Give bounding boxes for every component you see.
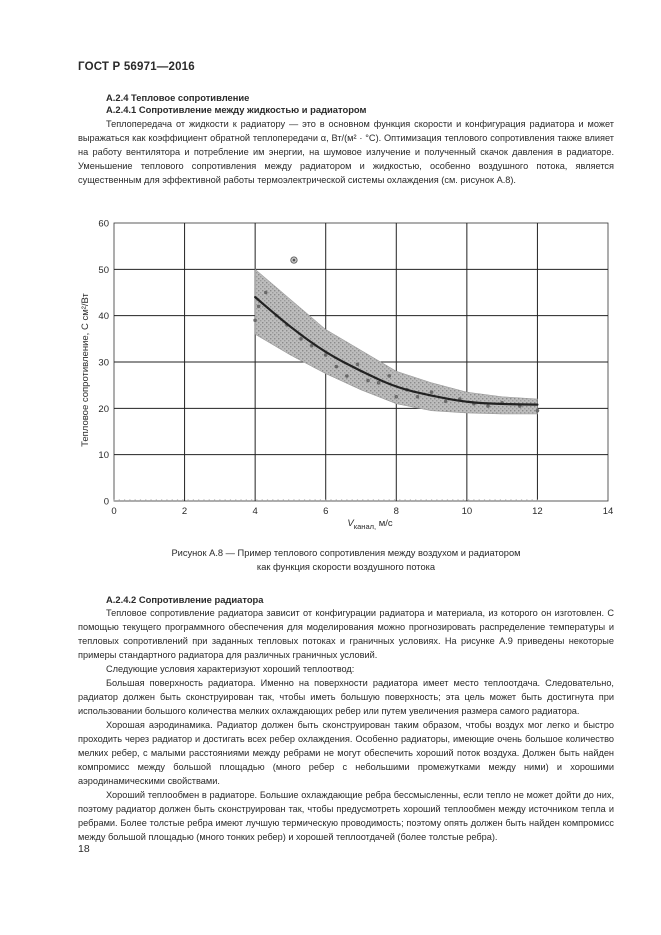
paragraph-conditions: Следующие условия характеризуют хороший теплоотвод: <box>106 664 355 674</box>
heading-a242: А.2.4.2 Сопротивление радиатора <box>106 594 264 605</box>
baseline-point <box>494 500 495 502</box>
outlier-point-core <box>293 259 296 262</box>
baseline-point <box>516 500 517 502</box>
baseline-point <box>193 500 194 502</box>
baseline-point <box>177 500 178 502</box>
x-tick-label: 14 <box>602 506 614 517</box>
baseline-point <box>277 500 278 502</box>
baseline-point <box>150 500 151 502</box>
paragraph-aerodynamics: Хорошая аэродинамика. Радиатор должен быть сконструирован таким образом, чтобы воздух мог легко и быстро проходить через радиатор и достигать всех ребер охлаждения. Особенно радиаторы, имеющие очень большое количество мелких ребер, с малыми расстояниями между ребрами не могут обеспечить хороший поток воздуха. Должен быть найден компромисс между большой площадью (много ребер с небольшими промежутками между ними) и хорошими аэродинамическими свойствами. <box>78 720 614 786</box>
baseline-point <box>124 500 125 502</box>
baseline-point <box>431 500 432 502</box>
data-point <box>394 395 398 399</box>
baseline-point <box>299 500 300 502</box>
baseline-point <box>362 500 363 502</box>
baseline-point <box>457 500 458 502</box>
baseline-point <box>309 500 310 502</box>
data-point <box>264 291 268 295</box>
baseline-point <box>188 500 189 502</box>
data-point <box>257 305 261 309</box>
x-tick-label: 2 <box>181 506 188 517</box>
baseline-point <box>156 500 157 502</box>
y-tick-label: 60 <box>98 218 109 230</box>
baseline-point <box>119 500 120 502</box>
subsection-heading <box>106 104 366 115</box>
x-axis-label-sub: канал, <box>353 522 377 531</box>
baseline-point <box>420 500 421 502</box>
baseline-point <box>140 500 141 502</box>
paragraph-heat-exchange: Хороший теплообмен в радиаторе. Большие охлаждающие ребра бессмысленны, если тепло не может дойти до них, поэтому радиатор должен быть сконструирован так, чтобы предусмотреть хороший теплообмен между источником тепла и ребрами. Более толстые ребра имеют лучшую термическую проводимость; поэтому опять должен быть найден компромисс между большой площадью (много тонких ребер) и хорошей теплоотдачей (более толстые ребра). <box>78 790 614 842</box>
y-tick-label: 10 <box>98 450 109 462</box>
baseline-point <box>352 500 353 502</box>
baseline-point <box>415 500 416 502</box>
baseline-point <box>341 500 342 502</box>
baseline-point <box>272 500 273 502</box>
baseline-point <box>436 500 437 502</box>
baseline-point <box>198 500 199 502</box>
y-tick-label: 0 <box>103 496 109 508</box>
data-point <box>416 395 420 399</box>
section-heading <box>106 92 249 103</box>
baseline-point <box>484 500 485 502</box>
baseline-point <box>293 500 294 502</box>
baseline-point <box>129 500 130 502</box>
baseline-point <box>203 500 204 502</box>
y-tick-label: 40 <box>98 311 109 323</box>
baseline-point <box>479 500 480 502</box>
baseline-point <box>256 500 257 502</box>
baseline-point <box>235 500 236 502</box>
x-axis-label-unit: м/с <box>376 518 393 529</box>
baseline-point <box>320 500 321 502</box>
paragraph-heat-transfer: Теплопередача от жидкости к радиатору — это в основном функция скорости и конфигурация радиатора и может выражаться как коэффициент обратной теплопередачи α, Вт/(м² · °С). Оптимизация теплового сопротивления также влияет на работу вентилятора и потребление им энергии, на шумовое излучение и полученный скачок давления в радиаторе. Уменьшение теплового сопротивления между радиатором и жидкостью, особенно воздушного потока, является существенным для эффективной работы термоэлектрической системы охлаждения (см. рисунок А.8). <box>78 119 614 185</box>
baseline-point <box>240 500 241 502</box>
heading-a24: А.2.4 Тепловое сопротивление <box>106 92 250 103</box>
baseline-point <box>145 500 146 502</box>
baseline-point <box>399 500 400 502</box>
baseline-point <box>447 500 448 502</box>
baseline-point <box>473 500 474 502</box>
y-tick-label: 20 <box>98 403 109 415</box>
data-point <box>486 404 490 408</box>
x-tick-label: 8 <box>393 506 399 517</box>
standard-number: ГОСТ Р 56971—2016 <box>78 61 195 73</box>
y-tick-label: 50 <box>98 264 109 276</box>
section-body <box>78 606 614 844</box>
baseline-point <box>346 500 347 502</box>
baseline-point <box>389 500 390 502</box>
baseline-point <box>373 500 374 502</box>
baseline-point <box>526 500 527 502</box>
baseline-point <box>246 500 247 502</box>
baseline-point <box>500 500 501 502</box>
heading-a241: А.2.4.1 Сопротивление между жидкостью и радиатором <box>106 104 367 115</box>
baseline-point <box>214 500 215 502</box>
baseline-point <box>510 500 511 502</box>
baseline-point <box>161 500 162 502</box>
x-tick-label: 10 <box>461 506 473 517</box>
baseline-point <box>336 500 337 502</box>
baseline-point <box>537 500 538 502</box>
x-tick-label: 6 <box>323 506 329 517</box>
baseline-point <box>367 500 368 502</box>
caption-line-1: Рисунок А.8 — Пример теплового сопротивления между воздухом и радиатором <box>171 548 521 558</box>
baseline-point <box>394 500 395 502</box>
data-point <box>377 381 381 385</box>
data-point <box>444 400 448 404</box>
x-tick-label: 4 <box>252 506 258 517</box>
baseline-point <box>426 500 427 502</box>
baseline-point <box>225 500 226 502</box>
baseline-point <box>166 500 167 502</box>
baseline-point <box>330 500 331 502</box>
baseline-point <box>135 500 136 502</box>
baseline-point <box>383 500 384 502</box>
baseline-point <box>283 500 284 502</box>
baseline-point <box>262 500 263 502</box>
data-point <box>299 337 303 341</box>
y-axis-label: Тепловое сопротивление, С см²/Вт <box>80 293 91 447</box>
baseline-point <box>251 500 252 502</box>
baseline-point <box>532 500 533 502</box>
caption-line-2: как функция скорости воздушного потока <box>256 562 436 572</box>
baseline-point <box>505 500 506 502</box>
data-point <box>430 390 434 394</box>
baseline-point <box>219 500 220 502</box>
page-number: 18 <box>78 843 90 855</box>
x-tick-label: 0 <box>111 506 117 517</box>
baseline-point <box>325 500 326 502</box>
data-point <box>345 374 349 378</box>
data-point <box>536 409 540 413</box>
baseline-point <box>489 500 490 502</box>
baseline-point <box>468 500 469 502</box>
baseline-point <box>405 500 406 502</box>
baseline-point <box>182 500 183 502</box>
data-point <box>387 374 391 378</box>
paragraph-large-surface: Большая поверхность радиатора. Именно на поверхности радиатора имеет место теплоотдача. Следовательно, радиатор должен быть сконструирован так, чтобы иметь большую поверхность; эта цель может быть достигнута при использовании большого количества мелких охлаждающих ребер или путем увеличения размера самого радиатора. <box>78 678 614 716</box>
baseline-point <box>209 500 210 502</box>
baseline-point <box>452 500 453 502</box>
baseline-point <box>378 500 379 502</box>
data-point <box>356 363 360 367</box>
baseline-point <box>288 500 289 502</box>
data-point <box>335 365 339 369</box>
data-point <box>253 319 257 323</box>
baseline-point <box>442 500 443 502</box>
y-tick-label: 30 <box>98 357 109 369</box>
figure-a8-chart <box>70 210 630 540</box>
baseline-point <box>463 500 464 502</box>
baseline-point <box>304 500 305 502</box>
x-tick-label: 12 <box>532 506 543 517</box>
x-axis-label <box>347 518 393 531</box>
baseline-point <box>113 500 114 502</box>
baseline-point <box>410 500 411 502</box>
baseline-point <box>267 500 268 502</box>
baseline-point <box>172 500 173 502</box>
baseline-point <box>230 500 231 502</box>
x-axis-label-main: V <box>347 518 354 529</box>
paragraph-radiator-resistance: Тепловое сопротивление радиатора зависит от конфигурации радиатора и материала, из которого он изготовлен. С помощью текущего программного обеспечения для моделирования можно прогнозировать распределение температуры и тепловых сопротивлений при заданных тепловых потоках и граничных условиях. На рисунке А.9 приведены некоторые примеры стандартного радиатора для различных граничных условий. <box>78 608 614 660</box>
baseline-point <box>357 500 358 502</box>
figure-caption <box>78 546 614 574</box>
data-point <box>366 379 370 383</box>
baseline-point <box>521 500 522 502</box>
baseline-point <box>315 500 316 502</box>
